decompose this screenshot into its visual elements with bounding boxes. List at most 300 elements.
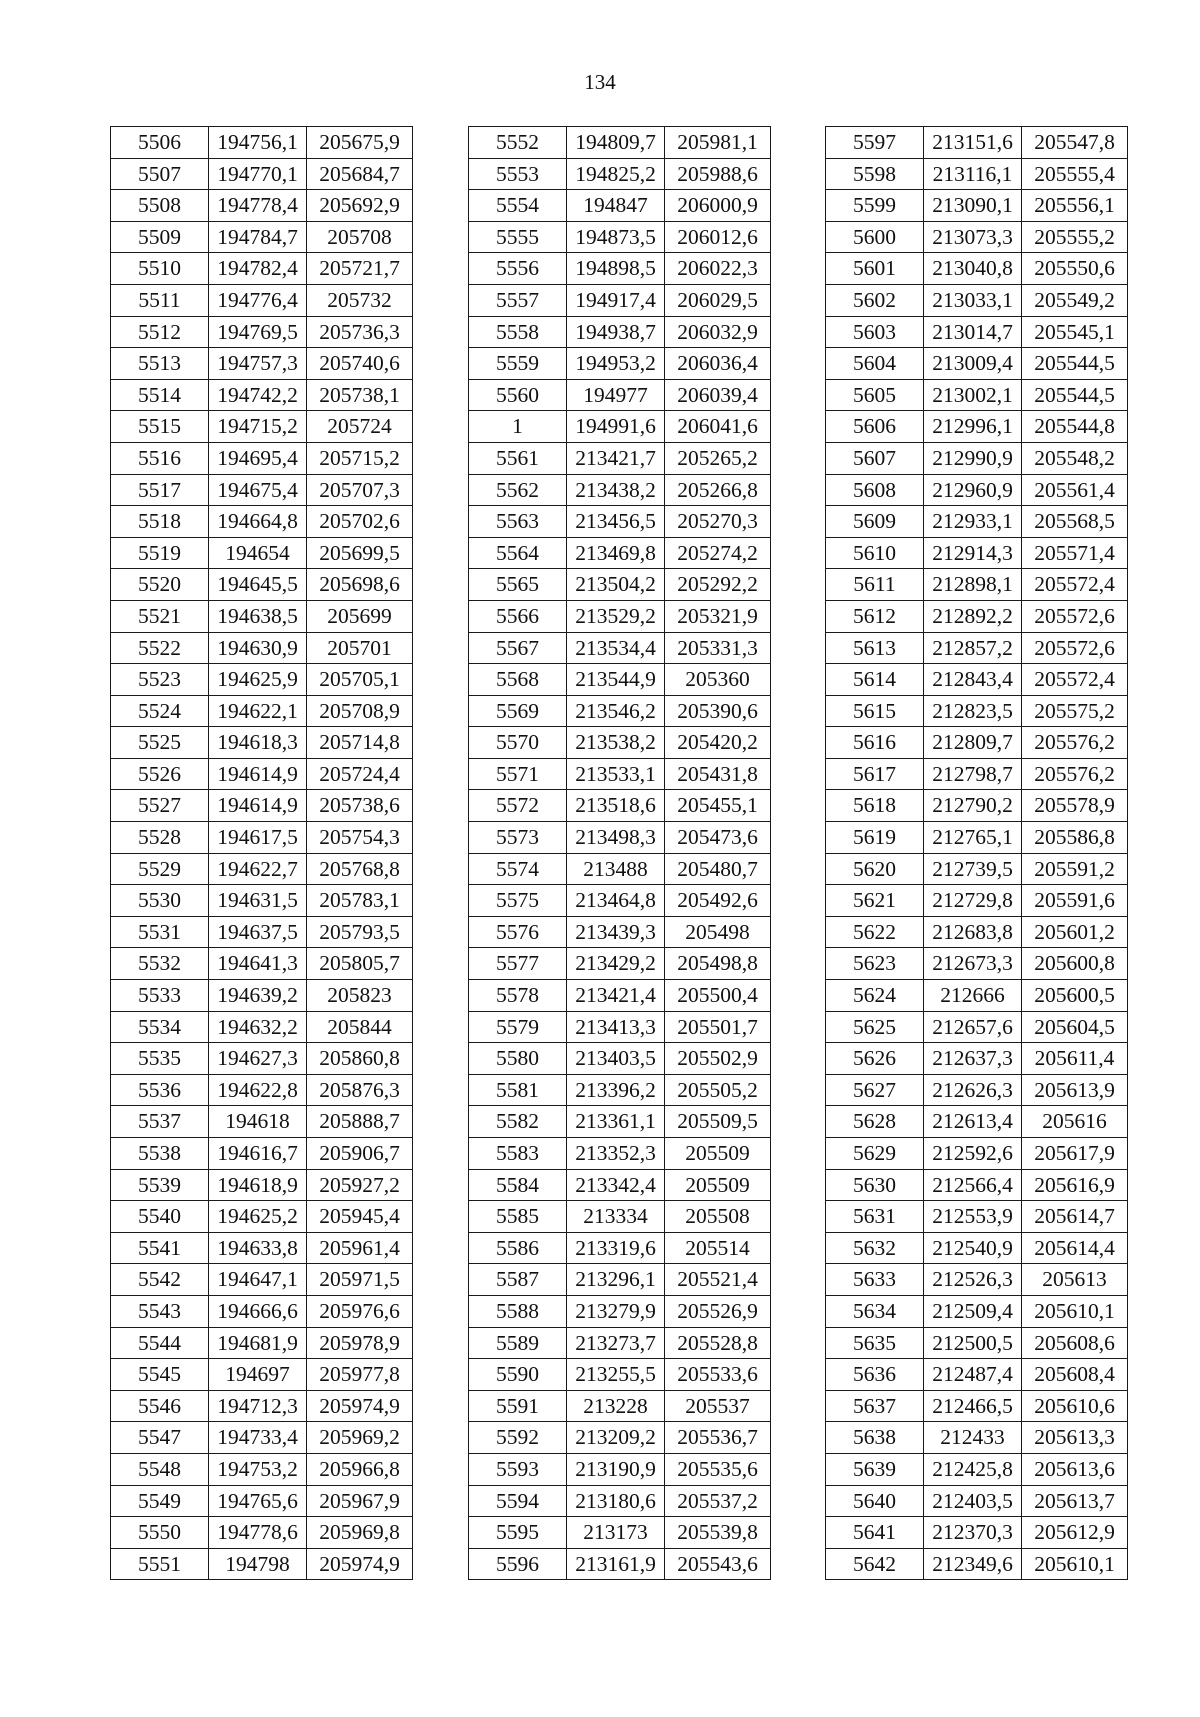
y-coordinate-cell: 205601,2 <box>1022 916 1128 948</box>
table-row <box>826 1517 1128 1549</box>
point-number-cell: 5525 <box>111 727 209 759</box>
y-coordinate-cell: 205535,6 <box>665 1453 771 1485</box>
x-coordinate-cell: 213228 <box>567 1390 665 1422</box>
y-coordinate-cell: 205390,6 <box>665 695 771 727</box>
y-coordinate-cell: 205533,6 <box>665 1359 771 1391</box>
x-coordinate-cell: 213352,3 <box>567 1138 665 1170</box>
y-coordinate-cell: 205613,3 <box>1022 1422 1128 1454</box>
x-coordinate-cell: 213255,5 <box>567 1359 665 1391</box>
table-row <box>111 1232 413 1264</box>
point-number-cell: 5612 <box>826 600 924 632</box>
y-coordinate-cell: 205521,4 <box>665 1264 771 1296</box>
table-row <box>111 127 413 159</box>
y-coordinate-cell: 205974,9 <box>307 1548 413 1580</box>
y-coordinate-cell: 206032,9 <box>665 316 771 348</box>
y-coordinate-cell: 205591,6 <box>1022 885 1128 917</box>
table-row <box>469 1011 771 1043</box>
point-number-cell: 5587 <box>469 1264 567 1296</box>
point-number-cell: 5556 <box>469 253 567 285</box>
table-row <box>826 474 1128 506</box>
point-number-cell: 5536 <box>111 1074 209 1106</box>
point-number-cell: 5626 <box>826 1043 924 1075</box>
y-coordinate-cell: 205600,8 <box>1022 948 1128 980</box>
point-number-cell: 5522 <box>111 632 209 664</box>
table-row <box>111 1295 413 1327</box>
point-number-cell: 5605 <box>826 379 924 411</box>
point-number-cell: 5542 <box>111 1264 209 1296</box>
x-coordinate-cell: 212914,3 <box>924 537 1022 569</box>
table-row <box>826 1453 1128 1485</box>
table-row <box>469 632 771 664</box>
y-coordinate-cell: 205977,8 <box>307 1359 413 1391</box>
y-coordinate-cell: 205610,1 <box>1022 1295 1128 1327</box>
x-coordinate-cell: 194825,2 <box>567 158 665 190</box>
point-number-cell: 5511 <box>111 284 209 316</box>
x-coordinate-cell: 194627,3 <box>209 1043 307 1075</box>
x-coordinate-cell: 194622,7 <box>209 853 307 885</box>
point-number-cell: 5515 <box>111 411 209 443</box>
x-coordinate-cell: 212370,3 <box>924 1517 1022 1549</box>
y-coordinate-cell: 205572,4 <box>1022 569 1128 601</box>
table-row <box>469 1548 771 1580</box>
y-coordinate-cell: 205888,7 <box>307 1106 413 1138</box>
table-row <box>469 1074 771 1106</box>
y-coordinate-cell: 205360 <box>665 664 771 696</box>
x-coordinate-cell: 212683,8 <box>924 916 1022 948</box>
y-coordinate-cell: 205768,8 <box>307 853 413 885</box>
table-row <box>111 1138 413 1170</box>
x-coordinate-cell: 194769,5 <box>209 316 307 348</box>
x-coordinate-cell: 213488 <box>567 853 665 885</box>
x-coordinate-cell: 212892,2 <box>924 600 1022 632</box>
x-coordinate-cell: 213334 <box>567 1201 665 1233</box>
y-coordinate-cell: 205455,1 <box>665 790 771 822</box>
x-coordinate-cell: 212823,5 <box>924 695 1022 727</box>
y-coordinate-cell: 205600,5 <box>1022 980 1128 1012</box>
table-row <box>469 1169 771 1201</box>
point-number-cell: 5571 <box>469 758 567 790</box>
point-number-cell: 5547 <box>111 1422 209 1454</box>
point-number-cell: 5640 <box>826 1485 924 1517</box>
point-number-cell: 5546 <box>111 1390 209 1422</box>
x-coordinate-cell: 194756,1 <box>209 127 307 159</box>
table-row <box>111 600 413 632</box>
x-coordinate-cell: 194742,2 <box>209 379 307 411</box>
x-coordinate-cell: 213161,9 <box>567 1548 665 1580</box>
point-number-cell: 5577 <box>469 948 567 980</box>
x-coordinate-cell: 213518,6 <box>567 790 665 822</box>
point-number-cell: 5562 <box>469 474 567 506</box>
y-coordinate-cell: 205698,6 <box>307 569 413 601</box>
y-coordinate-cell: 205701 <box>307 632 413 664</box>
table-row <box>111 1074 413 1106</box>
table-row <box>111 1043 413 1075</box>
y-coordinate-cell: 205616 <box>1022 1106 1128 1138</box>
y-coordinate-cell: 205724,4 <box>307 758 413 790</box>
y-coordinate-cell: 205608,6 <box>1022 1327 1128 1359</box>
table-row <box>826 158 1128 190</box>
point-number-cell: 5555 <box>469 221 567 253</box>
y-coordinate-cell: 205699,5 <box>307 537 413 569</box>
table-row <box>826 1232 1128 1264</box>
x-coordinate-cell: 213498,3 <box>567 822 665 854</box>
table-row <box>469 379 771 411</box>
y-coordinate-cell: 205610,1 <box>1022 1548 1128 1580</box>
table-row <box>111 1106 413 1138</box>
table-row <box>469 1485 771 1517</box>
point-number-cell: 5529 <box>111 853 209 885</box>
y-coordinate-cell: 205860,8 <box>307 1043 413 1075</box>
table-row <box>111 411 413 443</box>
y-coordinate-cell: 205604,5 <box>1022 1011 1128 1043</box>
x-coordinate-cell: 213429,2 <box>567 948 665 980</box>
table-row <box>111 758 413 790</box>
point-number-cell: 5538 <box>111 1138 209 1170</box>
table-row <box>826 442 1128 474</box>
point-number-cell: 5537 <box>111 1106 209 1138</box>
point-number-cell: 5636 <box>826 1359 924 1391</box>
x-coordinate-cell: 194715,2 <box>209 411 307 443</box>
y-coordinate-cell: 205270,3 <box>665 506 771 538</box>
point-number-cell: 5615 <box>826 695 924 727</box>
table-row <box>469 853 771 885</box>
point-number-cell: 5602 <box>826 284 924 316</box>
x-coordinate-cell: 212349,6 <box>924 1548 1022 1580</box>
point-number-cell: 5567 <box>469 632 567 664</box>
x-coordinate-cell: 212592,6 <box>924 1138 1022 1170</box>
table-row <box>469 316 771 348</box>
point-number-cell: 5557 <box>469 284 567 316</box>
table-row <box>469 474 771 506</box>
point-number-cell: 5531 <box>111 916 209 948</box>
table-row <box>826 127 1128 159</box>
y-coordinate-cell: 205823 <box>307 980 413 1012</box>
x-coordinate-cell: 194757,3 <box>209 348 307 380</box>
table-row <box>469 1295 771 1327</box>
y-coordinate-cell: 205967,9 <box>307 1485 413 1517</box>
point-number-cell: 5550 <box>111 1517 209 1549</box>
x-coordinate-cell: 194666,6 <box>209 1295 307 1327</box>
y-coordinate-cell: 205591,2 <box>1022 853 1128 885</box>
y-coordinate-cell: 205736,3 <box>307 316 413 348</box>
y-coordinate-cell: 205555,4 <box>1022 158 1128 190</box>
table-row <box>469 1359 771 1391</box>
point-number-cell: 5609 <box>826 506 924 538</box>
x-coordinate-cell: 213090,1 <box>924 190 1022 222</box>
x-coordinate-cell: 212996,1 <box>924 411 1022 443</box>
table-row <box>469 1327 771 1359</box>
table-row <box>469 695 771 727</box>
y-coordinate-cell: 206036,4 <box>665 348 771 380</box>
table-row <box>826 1169 1128 1201</box>
table-row <box>469 537 771 569</box>
x-coordinate-cell: 212626,3 <box>924 1074 1022 1106</box>
y-coordinate-cell: 205715,2 <box>307 442 413 474</box>
y-coordinate-cell: 205738,1 <box>307 379 413 411</box>
table-row <box>111 442 413 474</box>
y-coordinate-cell: 205576,2 <box>1022 758 1128 790</box>
x-coordinate-cell: 194847 <box>567 190 665 222</box>
x-coordinate-cell: 194617,5 <box>209 822 307 854</box>
table-row <box>826 727 1128 759</box>
point-number-cell: 5580 <box>469 1043 567 1075</box>
y-coordinate-cell: 205978,9 <box>307 1327 413 1359</box>
y-coordinate-cell: 205974,9 <box>307 1390 413 1422</box>
point-number-cell: 5613 <box>826 632 924 664</box>
point-number-cell: 5519 <box>111 537 209 569</box>
y-coordinate-cell: 205927,2 <box>307 1169 413 1201</box>
point-number-cell: 5631 <box>826 1201 924 1233</box>
y-coordinate-cell: 205572,4 <box>1022 664 1128 696</box>
y-coordinate-cell: 206022,3 <box>665 253 771 285</box>
point-number-cell: 5548 <box>111 1453 209 1485</box>
y-coordinate-cell: 205509,5 <box>665 1106 771 1138</box>
y-coordinate-cell: 205498,8 <box>665 948 771 980</box>
point-number-cell: 5564 <box>469 537 567 569</box>
table-row <box>826 1422 1128 1454</box>
point-number-cell: 5560 <box>469 379 567 411</box>
table-row <box>111 948 413 980</box>
x-coordinate-cell: 212898,1 <box>924 569 1022 601</box>
x-coordinate-cell: 212933,1 <box>924 506 1022 538</box>
x-coordinate-cell: 213529,2 <box>567 600 665 632</box>
x-coordinate-cell: 194784,7 <box>209 221 307 253</box>
table-row <box>826 1201 1128 1233</box>
point-number-cell: 5614 <box>826 664 924 696</box>
y-coordinate-cell: 205292,2 <box>665 569 771 601</box>
point-number-cell: 5608 <box>826 474 924 506</box>
table-row <box>826 506 1128 538</box>
x-coordinate-cell: 213319,6 <box>567 1232 665 1264</box>
y-coordinate-cell: 206039,4 <box>665 379 771 411</box>
table-row <box>826 316 1128 348</box>
x-coordinate-cell: 194618,9 <box>209 1169 307 1201</box>
table-row <box>826 348 1128 380</box>
table-row <box>469 1232 771 1264</box>
y-coordinate-cell: 205547,8 <box>1022 127 1128 159</box>
point-number-cell: 5630 <box>826 1169 924 1201</box>
table-row <box>111 1548 413 1580</box>
table-row <box>469 506 771 538</box>
point-number-cell: 5629 <box>826 1138 924 1170</box>
point-number-cell: 5544 <box>111 1327 209 1359</box>
x-coordinate-cell: 194765,6 <box>209 1485 307 1517</box>
x-coordinate-cell: 213190,9 <box>567 1453 665 1485</box>
y-coordinate-cell: 205568,5 <box>1022 506 1128 538</box>
x-coordinate-cell: 212500,5 <box>924 1327 1022 1359</box>
y-coordinate-cell: 205536,7 <box>665 1422 771 1454</box>
point-number-cell: 5634 <box>826 1295 924 1327</box>
table-row <box>826 980 1128 1012</box>
point-number-cell: 5559 <box>469 348 567 380</box>
y-coordinate-cell: 205608,4 <box>1022 1359 1128 1391</box>
table-row <box>469 1517 771 1549</box>
y-coordinate-cell: 205966,8 <box>307 1453 413 1485</box>
x-coordinate-cell: 194977 <box>567 379 665 411</box>
x-coordinate-cell: 213040,8 <box>924 253 1022 285</box>
x-coordinate-cell: 212809,7 <box>924 727 1022 759</box>
y-coordinate-cell: 205945,4 <box>307 1201 413 1233</box>
table-row <box>469 158 771 190</box>
table-row <box>826 1548 1128 1580</box>
table-row <box>111 1264 413 1296</box>
table-row <box>111 348 413 380</box>
x-coordinate-cell: 194782,4 <box>209 253 307 285</box>
table-row <box>826 1359 1128 1391</box>
table-row <box>469 1422 771 1454</box>
table-row <box>111 474 413 506</box>
x-coordinate-cell: 194697 <box>209 1359 307 1391</box>
x-coordinate-cell: 213421,7 <box>567 442 665 474</box>
x-coordinate-cell: 194873,5 <box>567 221 665 253</box>
x-coordinate-cell: 212729,8 <box>924 885 1022 917</box>
y-coordinate-cell: 205550,6 <box>1022 253 1128 285</box>
point-number-cell: 5588 <box>469 1295 567 1327</box>
x-coordinate-cell: 213361,1 <box>567 1106 665 1138</box>
table-row <box>469 790 771 822</box>
table-row <box>469 284 771 316</box>
x-coordinate-cell: 212433 <box>924 1422 1022 1454</box>
point-number-cell: 5545 <box>111 1359 209 1391</box>
point-number-cell: 5641 <box>826 1517 924 1549</box>
y-coordinate-cell: 205528,8 <box>665 1327 771 1359</box>
table-row <box>469 1106 771 1138</box>
table-row <box>111 221 413 253</box>
table-row <box>469 190 771 222</box>
x-coordinate-cell: 194614,9 <box>209 758 307 790</box>
y-coordinate-cell: 205707,3 <box>307 474 413 506</box>
x-coordinate-cell: 212657,6 <box>924 1011 1022 1043</box>
table-row <box>826 1106 1128 1138</box>
point-number-cell: 5610 <box>826 537 924 569</box>
table-row <box>469 727 771 759</box>
page-number: 134 <box>584 70 616 94</box>
y-coordinate-cell: 205732 <box>307 284 413 316</box>
point-number-cell: 5638 <box>826 1422 924 1454</box>
table-row <box>111 822 413 854</box>
table-row <box>826 885 1128 917</box>
table-row <box>826 411 1128 443</box>
y-coordinate-cell: 205265,2 <box>665 442 771 474</box>
y-coordinate-cell: 205906,7 <box>307 1138 413 1170</box>
x-coordinate-cell: 194938,7 <box>567 316 665 348</box>
x-coordinate-cell: 194641,3 <box>209 948 307 980</box>
table-row <box>826 695 1128 727</box>
x-coordinate-cell: 194638,5 <box>209 600 307 632</box>
table-row <box>826 1074 1128 1106</box>
point-number-cell: 5569 <box>469 695 567 727</box>
point-number-cell: 5524 <box>111 695 209 727</box>
point-number-cell: 5579 <box>469 1011 567 1043</box>
coordinates-table-3 <box>825 126 1128 1580</box>
y-coordinate-cell: 205576,2 <box>1022 727 1128 759</box>
table-row <box>111 790 413 822</box>
table-row <box>826 853 1128 885</box>
table-row <box>826 190 1128 222</box>
table-row <box>469 127 771 159</box>
point-number-cell: 5573 <box>469 822 567 854</box>
point-number-cell: 5576 <box>469 916 567 948</box>
point-number-cell: 5591 <box>469 1390 567 1422</box>
y-coordinate-cell: 205721,7 <box>307 253 413 285</box>
x-coordinate-cell: 194632,2 <box>209 1011 307 1043</box>
x-coordinate-cell: 212613,4 <box>924 1106 1022 1138</box>
table-row <box>111 853 413 885</box>
point-number-cell: 5510 <box>111 253 209 285</box>
y-coordinate-cell: 205614,7 <box>1022 1201 1128 1233</box>
x-coordinate-cell: 194614,9 <box>209 790 307 822</box>
y-coordinate-cell: 205705,1 <box>307 664 413 696</box>
table-row <box>111 1485 413 1517</box>
x-coordinate-cell: 194681,9 <box>209 1327 307 1359</box>
table-row <box>111 316 413 348</box>
y-coordinate-cell: 205572,6 <box>1022 632 1128 664</box>
y-coordinate-cell: 205805,7 <box>307 948 413 980</box>
y-coordinate-cell: 205543,6 <box>665 1548 771 1580</box>
x-coordinate-cell: 194654 <box>209 537 307 569</box>
y-coordinate-cell: 205492,6 <box>665 885 771 917</box>
x-coordinate-cell: 194695,4 <box>209 442 307 474</box>
point-number-cell: 5533 <box>111 980 209 1012</box>
point-number-cell: 5621 <box>826 885 924 917</box>
y-coordinate-cell: 205692,9 <box>307 190 413 222</box>
table-row <box>111 664 413 696</box>
x-coordinate-cell: 212553,9 <box>924 1201 1022 1233</box>
table-row <box>469 758 771 790</box>
y-coordinate-cell: 205844 <box>307 1011 413 1043</box>
table-row <box>111 1517 413 1549</box>
point-number-cell: 5541 <box>111 1232 209 1264</box>
table-row <box>826 1011 1128 1043</box>
x-coordinate-cell: 213173 <box>567 1517 665 1549</box>
point-number-cell: 5528 <box>111 822 209 854</box>
point-number-cell: 5628 <box>826 1106 924 1138</box>
point-number-cell: 5639 <box>826 1453 924 1485</box>
y-coordinate-cell: 205613,9 <box>1022 1074 1128 1106</box>
point-number-cell: 5620 <box>826 853 924 885</box>
point-number-cell: 5535 <box>111 1043 209 1075</box>
x-coordinate-cell: 212487,4 <box>924 1359 1022 1391</box>
y-coordinate-cell: 205575,2 <box>1022 695 1128 727</box>
table-row <box>469 916 771 948</box>
y-coordinate-cell: 205266,8 <box>665 474 771 506</box>
point-number-cell: 5583 <box>469 1138 567 1170</box>
y-coordinate-cell: 205613,7 <box>1022 1485 1128 1517</box>
y-coordinate-cell: 205714,8 <box>307 727 413 759</box>
x-coordinate-cell: 212798,7 <box>924 758 1022 790</box>
y-coordinate-cell: 205274,2 <box>665 537 771 569</box>
point-number-cell: 5578 <box>469 980 567 1012</box>
y-coordinate-cell: 205545,1 <box>1022 316 1128 348</box>
x-coordinate-cell: 212526,3 <box>924 1264 1022 1296</box>
x-coordinate-cell: 213546,2 <box>567 695 665 727</box>
x-coordinate-cell: 212509,4 <box>924 1295 1022 1327</box>
table-row <box>111 632 413 664</box>
table-row <box>111 1453 413 1485</box>
x-coordinate-cell: 213116,1 <box>924 158 1022 190</box>
x-coordinate-cell: 212673,3 <box>924 948 1022 980</box>
x-coordinate-cell: 194991,6 <box>567 411 665 443</box>
table-row <box>111 569 413 601</box>
table-row <box>826 758 1128 790</box>
point-number-cell: 5574 <box>469 853 567 885</box>
table-row <box>111 885 413 917</box>
table-row <box>469 1138 771 1170</box>
x-coordinate-cell: 213342,4 <box>567 1169 665 1201</box>
x-coordinate-cell: 194664,8 <box>209 506 307 538</box>
point-number-cell: 5596 <box>469 1548 567 1580</box>
point-number-cell: 5512 <box>111 316 209 348</box>
